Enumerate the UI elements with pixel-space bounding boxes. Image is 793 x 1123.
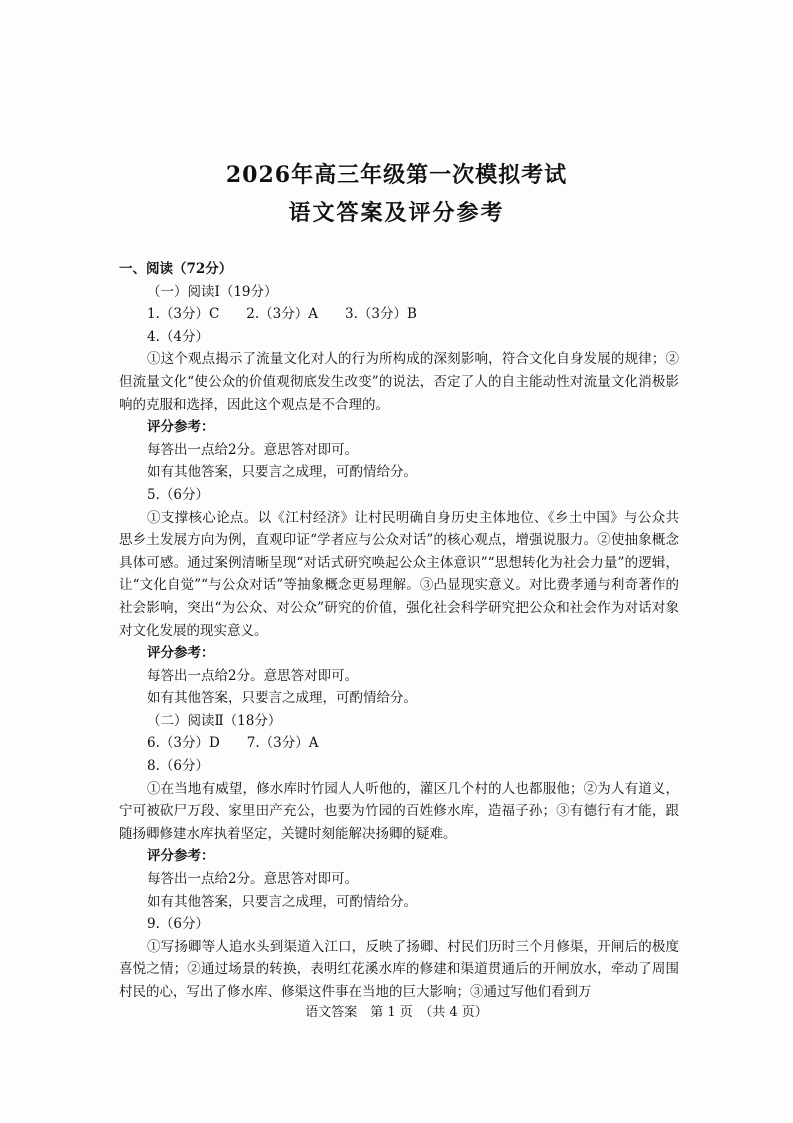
question-9-head: 9.（6分） — [147, 916, 209, 933]
question-8-head: 8.（6分） — [147, 758, 209, 775]
question-5-head: 5.（6分） — [147, 486, 209, 503]
question-4-scoring-rule-2: 如有其他答案，只要言之成理，可酌情给分。 — [147, 464, 417, 481]
question-4-answer: ①这个观点揭示了流量文化对人的行为所构成的深刻影响，符合文化自身发展的规律；②但流量文化“使公众的价值观彻底发生改变”的说法，否定了人的自主能动性对流量文化消极影响的克服和选择，因此这个观点是不合理的。 — [119, 351, 679, 413]
question-5-scoring-rule-2: 如有其他答案，只要言之成理，可酌情给分。 — [147, 690, 417, 707]
question-8-scoring-rule-1: 每答出一点给2分。意思答对即可。 — [147, 871, 359, 888]
answer-body — [119, 258, 679, 1004]
question-5-scoring-head: 评分参考： — [147, 645, 215, 662]
question-8-scoring-head: 评分参考： — [147, 848, 215, 865]
question-8-scoring-rule-2: 如有其他答案，只要言之成理，可酌情给分。 — [147, 893, 417, 910]
page-subtitle: 语文答案及评分参考 — [288, 200, 505, 226]
question-9-answer: ①写扬卿等人追水头到渠道入江口，反映了扬卿、村民们历时三个月修渠，开闸后的极度喜悦之情；②通过场景的转换，表明红花溪水库的修建和渠道贯通后的开闸放水，牵动了周围村民的心，写出了修水库、修渠这件事在当地的巨大影响；③通过写他们看到万 — [119, 938, 679, 1000]
question-4-scoring-rule-1: 每答出一点给2分。意思答对即可。 — [147, 441, 359, 458]
question-8-answer: ①在当地有威望，修水库时竹园人人听他的，灌区几个村的人也都服他；②为人有道义，宁可被砍尸万段、家里田产充公，也要为竹园的百姓修水库，造福子孙；③有德行有才能，跟随扬卿修建水库执着坚定，关键时刻能解决扬卿的疑难。 — [119, 780, 679, 842]
question-5-scoring-rule-1: 每答出一点给2分。意思答对即可。 — [147, 667, 359, 684]
section-heading-reading: 一、阅读（72分） — [119, 261, 233, 277]
question-4-scoring-head: 评分参考： — [147, 419, 215, 436]
answers-q1-q3: 1.（3分）C 2.（3分）A 3.（3分）B — [147, 306, 417, 323]
subsection-heading-reading2: （二）阅读Ⅱ（18分） — [147, 712, 282, 729]
page-footer: 语文答案 第 1 页 （共 4 页） — [305, 1005, 488, 1020]
question-5-answer: ①支撑核心论点。以《江村经济》让村民明确自身历史主体地位、《乡土中国》与公众共思乡土发展方向为例，直观印证“学者应与公众对话”的核心观点，增强说服力。②使抽象概念具体可感。通过案例清晰呈现“对话式研究唤起公众主体意识”“思想转化为社会力量”的逻辑，让“文化自觉”“与公众对话”等抽象概念更易理解。③凸显现实意义。对比费孝通与利奇著作的社会影响，突出“为公众、对公众”研究的价值，强化社会科学研究把公众和社会作为对话对象对文化发展的现实意义。 — [119, 509, 679, 639]
question-4-head: 4.（4分） — [147, 328, 209, 345]
page-title: 2026年高三年级第一次模拟考试 — [225, 162, 568, 188]
subsection-heading-reading1: （一）阅读Ⅰ（19分） — [147, 283, 278, 300]
answers-q6-q7: 6.（3分）D 7.（3分）A — [147, 735, 319, 752]
